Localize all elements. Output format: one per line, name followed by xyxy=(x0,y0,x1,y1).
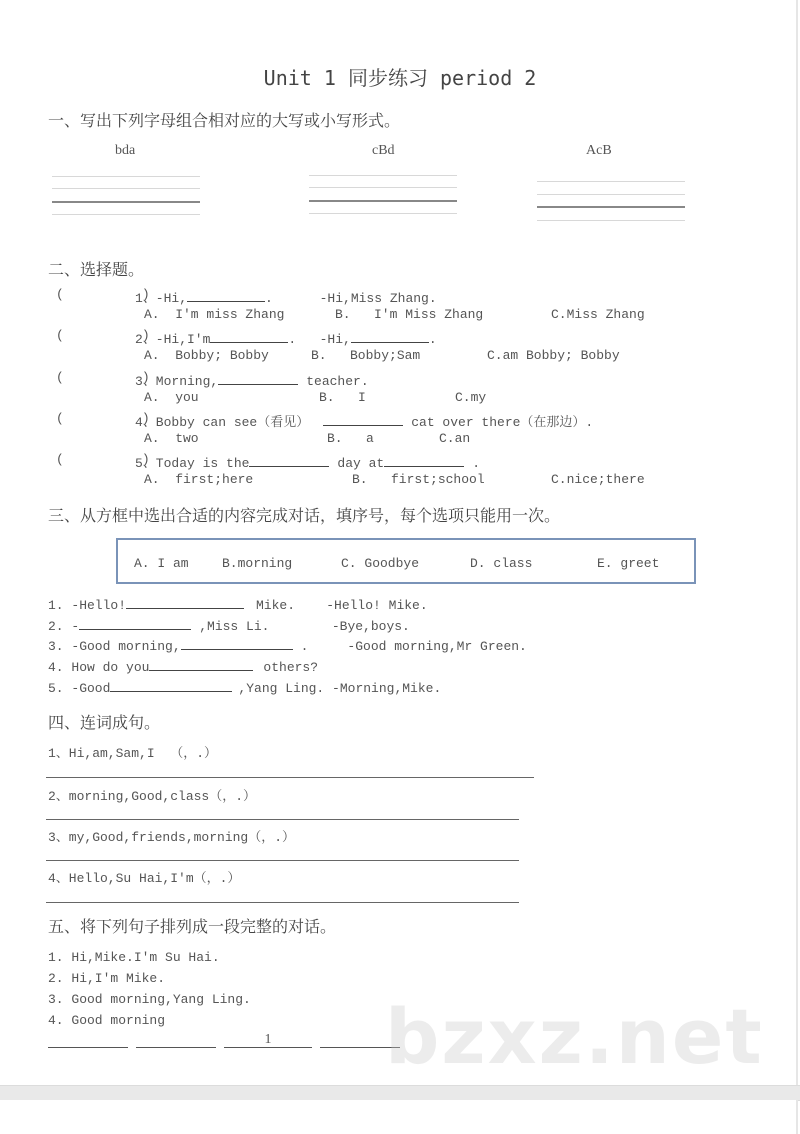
section5-heading: 五、将下列句子排列成一段完整的对话。 xyxy=(48,917,337,936)
q5-option-b: B. first;school xyxy=(352,472,485,487)
answer-line-2[interactable] xyxy=(46,819,519,820)
dialogue-2-start: 2. - xyxy=(48,619,80,634)
dialogue-4-start: 4. How do you xyxy=(48,660,150,675)
dialogue-sentence-1: 1. Hi,Mike.I'm Su Hai. xyxy=(48,950,220,965)
question-5-end: . xyxy=(472,456,481,471)
page-title: Unit 1 同步练习 period 2 xyxy=(263,66,537,90)
answer-paren-2[interactable]: ( ) xyxy=(56,328,150,343)
question-2-blank-1[interactable] xyxy=(210,341,288,343)
question-3-stem: 3、Morning, xyxy=(135,374,219,389)
word-bank-option-e: E. greet xyxy=(597,556,660,571)
watermark: bzxz.net xyxy=(385,992,764,1081)
dialogue-line-2 xyxy=(48,619,410,634)
q3-option-b: B. I xyxy=(319,390,366,405)
q2-option-a: A. Bobby; Bobby xyxy=(144,348,269,363)
word-bank-option-b: B.morning xyxy=(222,556,293,571)
sentence-item-4: 4、Hello,Su Hai,I'm（，.） xyxy=(48,871,241,886)
question-1-reply: . -Hi,Miss Zhang. xyxy=(265,291,437,306)
question-5 xyxy=(135,452,480,471)
word-bank-option-c: C. Goodbye xyxy=(341,556,420,571)
question-5-blank-2[interactable] xyxy=(384,465,464,467)
answer-paren-5[interactable]: ( ) xyxy=(56,452,150,467)
section3-heading: 三、从方框中选出合适的内容完成对话，填序号，每个选项只能用一次。 xyxy=(48,506,561,525)
dialogue-line-4 xyxy=(48,660,318,675)
word-bank-option-d: D. class xyxy=(470,556,533,571)
question-3 xyxy=(135,370,369,389)
question-2 xyxy=(135,328,437,347)
q3-option-c: C.my xyxy=(455,390,487,405)
question-2-stem: 2、-Hi,I'm xyxy=(135,332,211,347)
q5-option-c: C.nice;there xyxy=(551,472,645,487)
q5-option-a: A. first;here xyxy=(144,472,254,487)
question-3-end: teacher. xyxy=(306,374,369,389)
dialogue-5-blank[interactable] xyxy=(110,690,232,692)
order-answer-1[interactable] xyxy=(48,1032,128,1048)
letter-group-2: cBd xyxy=(372,143,395,158)
q1-option-a: A. I'm miss Zhang xyxy=(144,307,285,322)
sentence-item-2: 2、morning,Good,class（，.） xyxy=(48,789,257,804)
question-5-mid: day at xyxy=(337,456,385,471)
dialogue-5-end: ,Yang Ling. -Morning,Mike. xyxy=(238,681,442,696)
q4-option-a: A. two xyxy=(144,431,199,446)
next-page xyxy=(0,1100,798,1134)
dialogue-sentence-3: 3. Good morning,Yang Ling. xyxy=(48,992,251,1007)
dialogue-3-end: . -Good morning,Mr Green. xyxy=(300,639,527,654)
dialogue-line-3 xyxy=(48,639,527,654)
question-4-end: cat over there（在那边）. xyxy=(411,415,594,430)
question-5-blank-1[interactable] xyxy=(249,465,329,467)
question-3-blank[interactable] xyxy=(218,383,298,385)
answer-paren-4[interactable]: ( ) xyxy=(56,411,150,426)
letter-group-1: bda xyxy=(115,143,136,158)
question-2-reply: . -Hi, xyxy=(288,332,351,347)
dialogue-3-start: 3. -Good morning, xyxy=(48,639,181,654)
answer-line-1[interactable] xyxy=(46,777,534,778)
question-2-blank-2[interactable] xyxy=(351,341,429,343)
dialogue-1-blank[interactable] xyxy=(126,607,244,609)
page-separator xyxy=(0,1085,800,1101)
dialogue-4-end: others? xyxy=(263,660,319,675)
answer-paren-3[interactable]: ( ) xyxy=(56,370,150,385)
q3-option-a: A. you xyxy=(144,390,199,405)
section4-heading: 四、连词成句。 xyxy=(48,713,161,732)
dialogue-5-start: 5. -Good xyxy=(48,681,111,696)
section1-heading: 一、写出下列字母组合相对应的大写或小写形式。 xyxy=(48,111,401,130)
word-bank-option-a: A. I am xyxy=(134,556,189,571)
question-1-stem: 1、-Hi, xyxy=(135,291,188,306)
q1-option-c: C.Miss Zhang xyxy=(551,307,645,322)
dialogue-4-blank[interactable] xyxy=(149,669,253,671)
q4-option-b: B. a xyxy=(327,431,374,446)
answer-line-4[interactable] xyxy=(46,902,519,903)
question-2-end: . xyxy=(428,332,437,347)
question-5-stem: 5、Today is the xyxy=(135,456,250,471)
section2-heading: 二、选择题。 xyxy=(48,260,145,279)
letter-group-3: AcB xyxy=(586,143,612,158)
q2-option-c: C.am Bobby; Bobby xyxy=(487,348,620,363)
dialogue-line-5 xyxy=(48,681,441,696)
question-1 xyxy=(135,287,437,306)
dialogue-3-blank[interactable] xyxy=(181,648,293,650)
dialogue-sentence-2: 2. Hi,I'm Mike. xyxy=(48,971,166,986)
dialogue-2-end: ,Miss Li. -Bye,boys. xyxy=(199,619,410,634)
order-answer-3[interactable]: 1 xyxy=(224,1032,312,1048)
q1-option-b: B. I'm Miss Zhang xyxy=(335,307,484,322)
order-answer-2[interactable] xyxy=(136,1032,216,1048)
dialogue-2-blank[interactable] xyxy=(79,628,191,630)
question-4-blank[interactable] xyxy=(323,424,403,426)
sentence-item-3: 3、my,Good,friends,morning（，.） xyxy=(48,830,296,845)
dialogue-1-start: 1. -Hello! xyxy=(48,598,127,613)
dialogue-1-end: Mike. -Hello! Mike. xyxy=(256,598,428,613)
sentence-item-1: 1、Hi,am,Sam,I （，.） xyxy=(48,746,218,761)
q4-option-c: C.an xyxy=(439,431,471,446)
question-4 xyxy=(135,411,593,430)
q2-option-b: B. Bobby;Sam xyxy=(311,348,421,363)
question-1-blank[interactable] xyxy=(187,300,265,302)
dialogue-sentence-4: 4. Good morning xyxy=(48,1013,166,1028)
question-4-stem: 4、Bobby can see（看见） xyxy=(135,415,310,430)
answer-line-3[interactable] xyxy=(46,860,519,861)
dialogue-line-1 xyxy=(48,598,428,613)
answer-paren-1[interactable]: ( ) xyxy=(56,287,150,302)
